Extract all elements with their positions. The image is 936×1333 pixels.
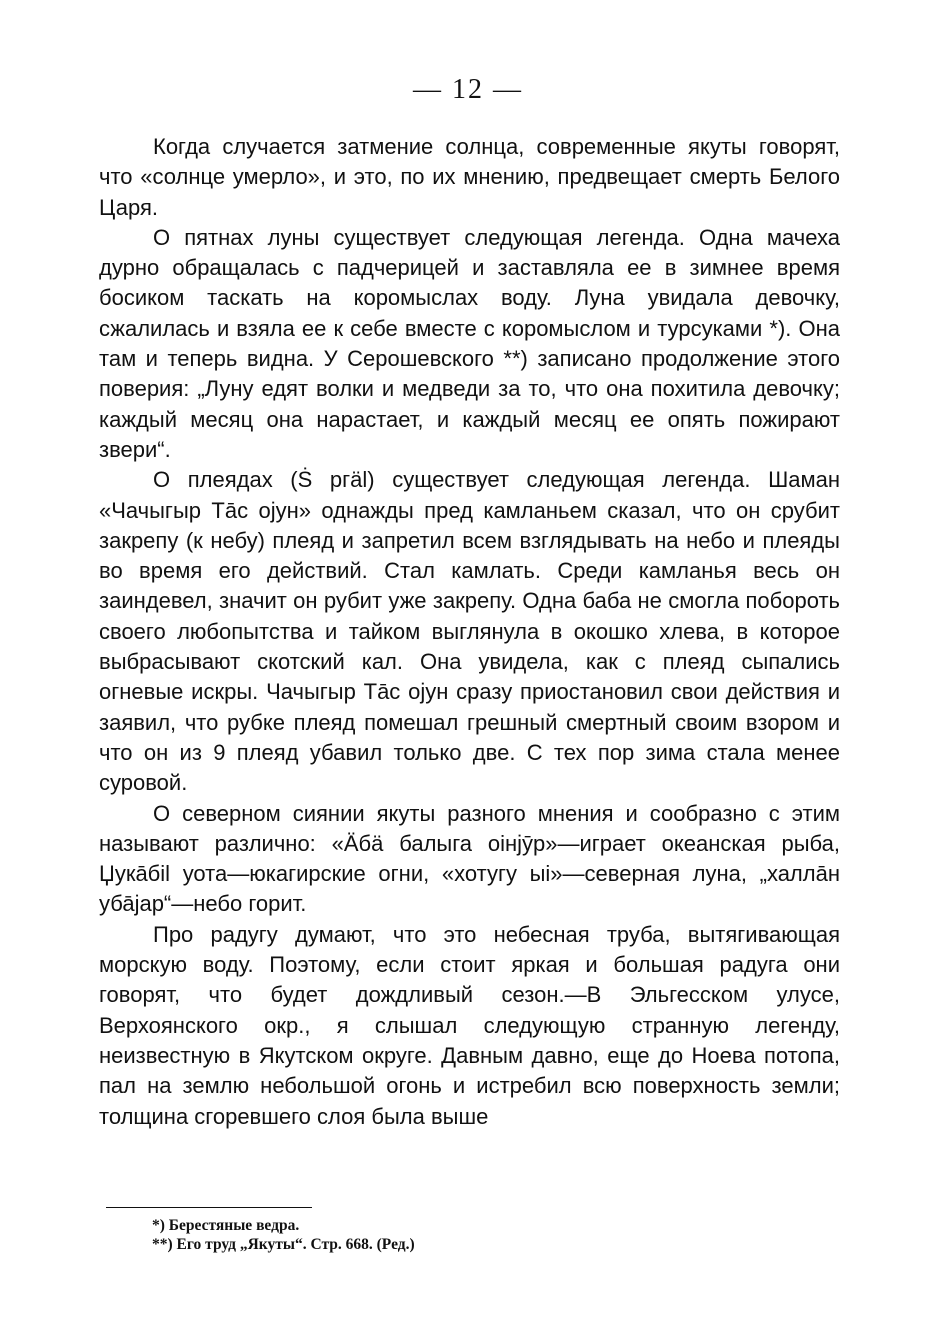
body-text <box>99 132 840 1132</box>
paragraph-northern-lights: О северном сиянии якуты разного мнения и сообразно с этим называют различно: «Ӓбӓ балыга оiнјӯр»—играет океанская рыба, Џукāбil уота—юкагирские огни, «хотугу ыі»—северная луна, „халлāн уба̄јар“—небо горит. <box>99 800 840 917</box>
paragraph-moon-spots: О пятнах луны существует следующая легенда. Одна мачеха дурно обращалась с падчерицей и заставляла ее в зимнее время босиком таскать на коромыслах воду. Луна увидала девочку, сжалилась и взяла ее к себе вместе с коромыслом и турсуками *). Она там и теперь видна. У Серошевского **) записано продолжение этого поверия: „Луну едят волки и медведи за то, что она похитила девочку; каждый месяц она нарастает, и каждый месяц ее опять пожирают звери“. <box>99 224 840 462</box>
footnote-divider <box>106 1207 312 1208</box>
footnote-1: *) Берестяные ведра. <box>152 1217 300 1234</box>
paragraph-rainbow: Про радугу думают, что это небесная труба, вытягивающая морскую воду. Поэтому, если стоит яркая и большая радуга они говорят, что будет дождливый сезон.—В Эльгесском улусе, Верхоянского окр., я слышал следующую странную легенду, неизвестную в Якутском округе. Давным давно, еще до Ноева потопа, пал на землю небольшой огонь и истребил всю поверхность земли; толщина сгоревшего слоя была выше <box>99 921 840 1129</box>
paragraph-pleiades: О плеядах (Ṡ ргäl) существует следующая легенда. Шаман «Чачыгыр Тāс ојун» однажды пред камланьем сказал, что он срубит закрепу (к небу) плеяд и запретил всем взглядывать на небо и плеяды во время его действий. Стал камлать. Среди камланья весь он заиндевел, значит он рубит уже закрепу. Одна баба не смогла побороть своего любопытства и тайком выглянула в окошко хлева, в которое выбрасывают скотский кал. Она увидела, как с плеяд сыпались огневые искры. Чачыгыр Тāс ојун сразу приостановил свои действия и заявил, что рубке плеяд помешал грешный смертный своим взором и что он из 9 плеяд убавил только две. С тех пор зима стала менее суровой. <box>99 467 840 796</box>
page-number: — 12 — <box>413 74 523 105</box>
paragraph-solar-eclipse: Когда случается затмение солнца, современные якуты говорят, что «солнце умерло», и это, по их мнению, предвещает смерть Белого Царя. <box>99 134 840 220</box>
footnote-2: **) Его труд „Якуты“. Стр. 668. (Ред.) <box>152 1236 415 1253</box>
footnotes <box>152 1216 415 1254</box>
